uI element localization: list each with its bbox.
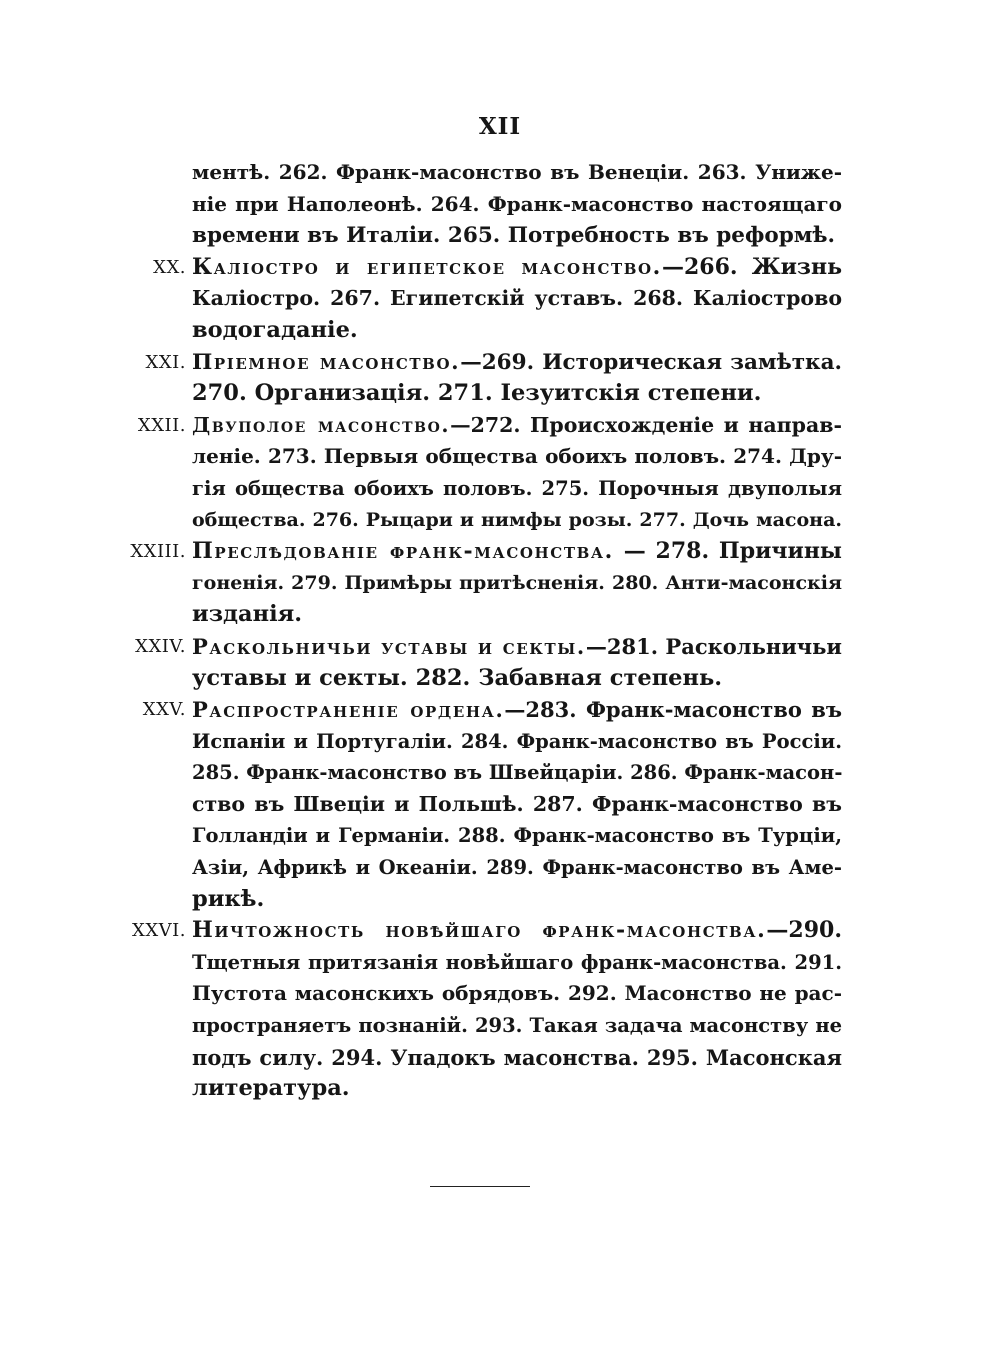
toc-line-text: — 278. Причины	[613, 538, 842, 565]
toc-line: Пустота масонскихъ обрядовъ. 292. Масонство не рас-	[192, 981, 842, 1006]
toc-line: ство въ Швеціи и Польшѣ. 287. Франк-масонство въ	[192, 791, 842, 816]
chapter-number: XXIV.	[135, 635, 186, 657]
toc-line-text: —281. Раскольничьи	[585, 633, 842, 659]
toc-line-text: —266. Жизнь	[661, 253, 843, 280]
toc-line: времени въ Италіи. 265. Потребность въ реформѣ.	[192, 223, 836, 249]
toc-line: ніе при Наполеонѣ. 264. Франк-масонство настоящаго	[192, 191, 842, 216]
end-rule-divider	[430, 1186, 530, 1187]
toc-line: 285. Франк-масонство въ Швейцаріи. 286. Франк-масон-	[192, 761, 843, 785]
chapter-number: XXIII.	[130, 541, 186, 563]
toc-line: Испаніи и Португаліи. 284. Франк-масонство въ Россіи.	[192, 729, 842, 753]
toc-line: Тщетныя притязанія новѣйшаго франк-масонства. 291.	[192, 950, 842, 974]
chapter-title: Преслѣдованіе франк-масонства.	[192, 538, 614, 565]
chapter-number: XXI.	[145, 351, 186, 373]
toc-entry-continuation	[192, 157, 842, 252]
toc-entry-xxiii	[130, 536, 842, 631]
toc-entry-xxv	[142, 694, 843, 915]
toc-line: водогаданіе.	[192, 316, 358, 343]
toc-line: рикѣ.	[192, 885, 265, 912]
toc-entry-xxvi	[132, 915, 842, 1105]
table-of-contents	[130, 157, 843, 1105]
toc-line: подъ силу. 294. Упадокъ масонства. 295. Масонская	[192, 1044, 842, 1070]
chapter-number: XXII.	[137, 414, 186, 436]
chapter-number: XXVI.	[132, 920, 186, 942]
chapter-title: Каліостро и египетское масонство.	[192, 253, 662, 280]
toc-line: Каліостро. 267. Египетскій уставъ. 268. Каліострово	[192, 286, 842, 311]
toc-line: уставы и секты. 282. Забавная степень.	[192, 664, 723, 691]
chapter-title: Пріемное масонство.	[192, 349, 461, 375]
toc-line: леніе. 273. Первыя общества обоихъ половъ. 274. Дру-	[192, 444, 842, 469]
toc-line	[192, 252, 842, 284]
toc-line	[192, 347, 842, 379]
chapter-number: XX.	[153, 256, 186, 278]
toc-line: литература.	[192, 1075, 350, 1102]
chapter-title: Распространеніе ордена.	[192, 697, 505, 723]
toc-line	[192, 410, 842, 442]
toc-entry-xx	[153, 252, 843, 347]
toc-line	[192, 536, 842, 568]
toc-line	[192, 915, 842, 947]
toc-line	[192, 631, 842, 663]
toc-line: пространяетъ познаній. 293. Такая задача масонству не	[192, 1014, 842, 1038]
toc-line-text: —269. Историческая замѣтка.	[460, 349, 842, 375]
toc-line: гія общества обоихъ половъ. 275. Порочныя двуполыя	[192, 476, 842, 500]
toc-line: гоненія. 279. Примѣры притѣсненія. 280. Анти-масонскія	[192, 571, 842, 594]
toc-entry-xxiv	[135, 631, 842, 694]
toc-line: Азіи, Африкѣ и Океаніи. 289. Франк-масонство въ Аме-	[192, 856, 842, 880]
toc-line: общества. 276. Рыцари и нимфы розы. 277. Дочь масона.	[192, 508, 842, 531]
toc-line-text: —290.	[766, 917, 842, 944]
chapter-number: XXV.	[142, 699, 186, 721]
page-number: XII	[478, 113, 522, 140]
toc-line: Голландіи и Германіи. 288. Франк-масонство въ Турціи,	[192, 824, 842, 848]
toc-line: 270. Организація. 271. Іезуитскія степени.	[192, 380, 762, 407]
toc-line-text: —272. Происхожденіе и направ-	[450, 412, 842, 437]
toc-line	[192, 694, 842, 726]
chapter-title: Ничтожность новѣйшаго франк-масонства.	[192, 917, 767, 944]
chapter-title: Двуполое масонство.	[192, 412, 451, 437]
toc-entry-xxii	[137, 410, 842, 536]
toc-line-text: —283. Франк-масонство въ	[504, 697, 842, 723]
chapter-title: Раскольничьи уставы и секты.	[192, 633, 586, 659]
toc-entry-xxi	[145, 347, 842, 410]
toc-line: изданія.	[192, 601, 303, 628]
toc-line: ментѣ. 262. Франк-масонство въ Венеціи. 263. Униже-	[192, 160, 842, 184]
